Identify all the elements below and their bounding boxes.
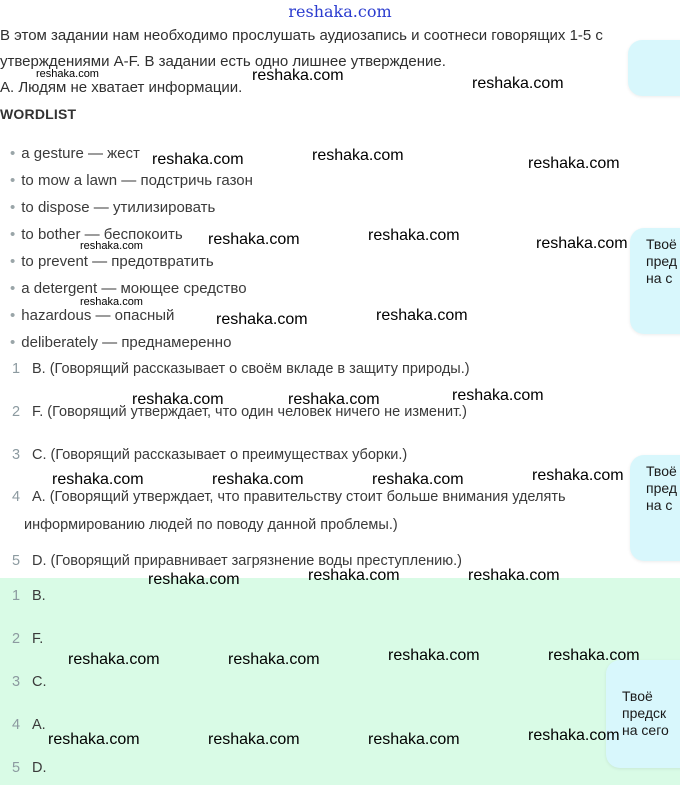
watermark: reshaka.com	[208, 731, 300, 748]
assistant-bubble[interactable]	[606, 660, 680, 768]
watermark: reshaka.com	[312, 147, 404, 164]
bullet-icon: •	[10, 307, 16, 324]
bullet-icon: •	[10, 280, 16, 297]
intro-line-2: утверждениями A-F. В задании есть одно лишнее утверждение.	[0, 53, 446, 70]
watermark: reshaka.com	[48, 731, 140, 748]
assistant-bubble[interactable]	[630, 228, 680, 334]
watermark: reshaka.com	[372, 471, 464, 488]
answer-row: 3 C.	[12, 674, 47, 690]
watermark: reshaka.com	[548, 647, 640, 664]
watermark: reshaka.com	[148, 571, 240, 588]
intro-line-1: В этом задании нам необходимо прослушать аудиозапись и соотнеси говорящих 1-5 с	[0, 27, 603, 44]
watermark: reshaka.com	[452, 387, 544, 404]
watermark: reshaka.com	[52, 471, 144, 488]
wordlist-item: • deliberately — преднамеренно	[10, 334, 232, 351]
question-row: 4 A. (Говорящий утверждает, что правительству стоит больше внимания уделять	[12, 489, 566, 505]
answer-panel	[0, 578, 680, 785]
watermark: reshaka.com	[308, 567, 400, 584]
watermark: reshaka.com	[228, 651, 320, 668]
bubble-text: Твоё	[622, 688, 653, 704]
site-title-link[interactable]: reshaka.com	[288, 2, 392, 21]
watermark: reshaka.com	[208, 231, 300, 248]
watermark: reshaka.com	[368, 731, 460, 748]
bubble-text: на с	[646, 270, 673, 286]
answer-row: 4 A.	[12, 717, 46, 733]
wordlist-item: • hazardous — опасный	[10, 307, 175, 324]
watermark: reshaka.com	[68, 651, 160, 668]
bubble-text: на с	[646, 497, 673, 513]
wordlist-heading: WORDLIST	[0, 106, 77, 122]
wordlist-item: • to prevent — предотвратить	[10, 253, 214, 270]
answer-row: 2 F.	[12, 631, 44, 647]
wordlist-item: • to dispose — утилизировать	[10, 199, 216, 216]
bubble-text: пред	[646, 480, 678, 496]
watermark: reshaka.com	[36, 68, 99, 80]
watermark: reshaka.com	[252, 67, 344, 84]
answer-row: 5 D.	[12, 760, 47, 776]
question-row: 1 B. (Говорящий рассказывает о своём вкладе в защиту природы.)	[12, 361, 470, 377]
wordlist-item: • a gesture — жест	[10, 145, 140, 162]
watermark: reshaka.com	[80, 240, 143, 252]
bubble-text: Твоё	[646, 236, 677, 252]
bullet-icon: •	[10, 226, 16, 243]
watermark: reshaka.com	[388, 647, 480, 664]
bullet-icon: •	[10, 172, 16, 189]
bullet-icon: •	[10, 199, 16, 216]
assistant-bubble[interactable]	[630, 455, 680, 561]
watermark: reshaka.com	[376, 307, 468, 324]
bubble-text: предск	[622, 705, 667, 721]
watermark: reshaka.com	[288, 391, 380, 408]
watermark: reshaka.com	[132, 391, 224, 408]
watermark: reshaka.com	[528, 727, 620, 744]
answer-row: 1 B.	[12, 588, 46, 604]
bubble-text: пред	[646, 253, 678, 269]
question-row-continuation: информированию людей по поводу данной проблемы.)	[24, 517, 398, 533]
assistant-bubble[interactable]	[628, 40, 680, 96]
question-row: 3 C. (Говорящий рассказывает о преимуществах уборки.)	[12, 447, 408, 463]
watermark: reshaka.com	[216, 311, 308, 328]
watermark: reshaka.com	[152, 151, 244, 168]
wordlist-item: • to bother — беспокоить	[10, 226, 183, 243]
watermark: reshaka.com	[368, 227, 460, 244]
bullet-icon: •	[10, 334, 16, 351]
watermark: reshaka.com	[468, 567, 560, 584]
bubble-text: Твоё	[646, 463, 677, 479]
intro-line-3: A. Людям не хватает информации.	[0, 79, 243, 96]
question-row: 2 F. (Говорящий утверждает, что один человек ничего не изменит.)	[12, 404, 467, 420]
bubble-text: на сего	[622, 722, 669, 738]
wordlist-item: • a detergent — моющее средство	[10, 280, 247, 297]
bullet-icon: •	[10, 253, 16, 270]
question-row: 5 D. (Говорящий приравнивает загрязнение воды преступлению.)	[12, 553, 463, 569]
watermark: reshaka.com	[472, 75, 564, 92]
watermark: reshaka.com	[528, 155, 620, 172]
watermark: reshaka.com	[536, 235, 628, 252]
watermark: reshaka.com	[212, 471, 304, 488]
wordlist-item: • to mow a lawn — подстричь газон	[10, 172, 253, 189]
bullet-icon: •	[10, 145, 16, 162]
watermark: reshaka.com	[532, 467, 624, 484]
watermark: reshaka.com	[80, 296, 143, 308]
